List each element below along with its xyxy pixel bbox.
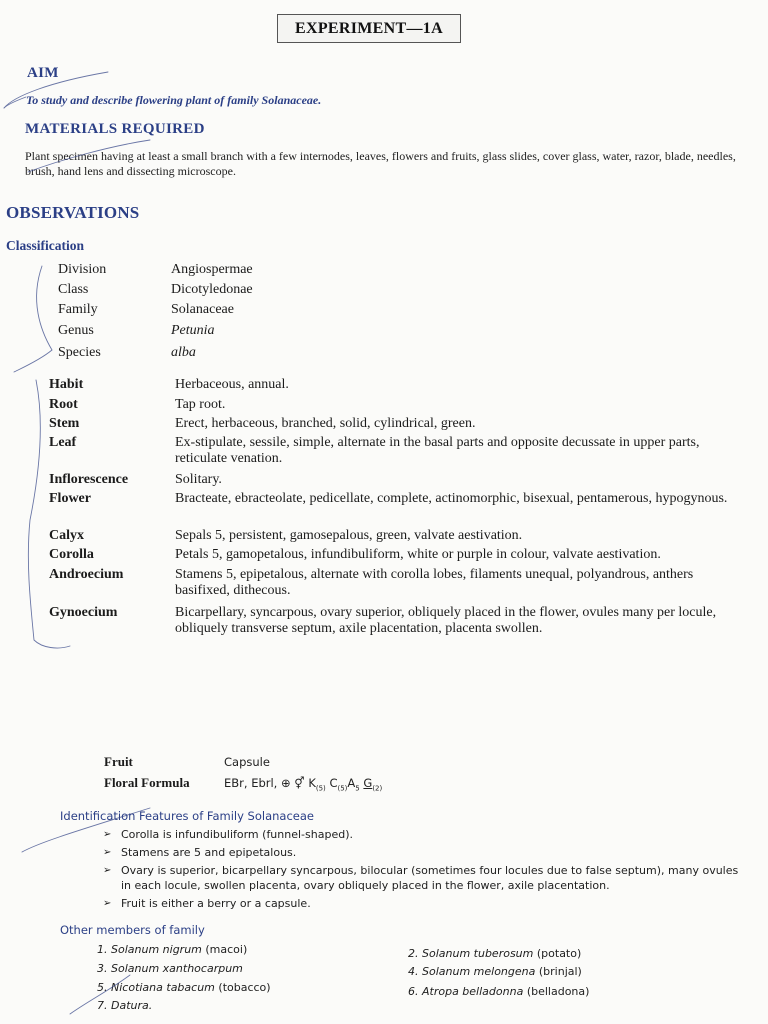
member-item — [97, 981, 271, 994]
member-common: (belladona) — [526, 985, 590, 998]
character-key: Corolla — [49, 547, 94, 562]
member-number: 7. — [97, 999, 108, 1012]
classification-key: Family — [58, 302, 98, 317]
floral-formula-label: Floral Formula — [104, 775, 190, 790]
member-common: (potato) — [536, 947, 582, 960]
member-item — [97, 999, 152, 1012]
member-item — [408, 965, 582, 978]
classification-value: alba — [171, 345, 196, 360]
character-key: Root — [49, 397, 78, 412]
materials-heading: MATERIALS REQUIRED — [25, 121, 205, 137]
other-members-heading: Other members of family — [60, 923, 205, 937]
formula-a: A — [347, 776, 356, 790]
character-key: Gynoecium — [49, 605, 118, 620]
formula-k: K — [308, 776, 316, 790]
character-value: Petals 5, gamopetalous, infundibuliform, white or purple in colour, valvate aestivation. — [175, 547, 661, 562]
character-value: Sepals 5, persistent, gamosepalous, green, valvate aestivation. — [175, 528, 523, 543]
classification-key: Genus — [58, 323, 94, 338]
character-value: Bracteate, ebracteolate, pedicellate, complete, actinomorphic, bisexual, pentamerous, hypogynous. — [175, 491, 728, 506]
classification-value: Dicotyledonae — [171, 282, 253, 297]
formula-k-sub: (5) — [315, 784, 326, 793]
classification-heading: Classification — [6, 238, 85, 253]
character-key: Leaf — [49, 435, 77, 450]
member-number: 6. — [408, 985, 419, 998]
identification-point: ➢ Ovary is superior, bicarpellary syncarpous, bilocular (sometimes four locules due to false septum), many ovules in each locule, swollen placenta, ovary obliquely placed in the flower, axile placentation. — [103, 863, 743, 893]
classification-key: Class — [58, 282, 89, 297]
formula-g: G — [363, 776, 373, 790]
classification-value: Angiospermae — [171, 262, 253, 277]
formula-c-sub: (5) — [337, 784, 348, 793]
character-value: Herbaceous, annual. — [175, 377, 289, 392]
member-common: (macoi) — [205, 943, 248, 956]
identification-point: ➢ Stamens are 5 and epipetalous. — [103, 845, 743, 860]
classification-key: Division — [58, 262, 107, 277]
character-key: Inflorescence — [49, 472, 129, 487]
classification-value: Petunia — [171, 323, 215, 338]
floral-formula-prefix: EBr, Ebrl, ⊕ ⚥ — [224, 776, 305, 790]
member-name: Solanum melongena — [422, 965, 536, 978]
aim-heading: AIM — [27, 65, 59, 81]
member-name: Nicotiana tabacum — [111, 981, 215, 994]
identification-point: ➢ Corolla is infundibuliform (funnel-shaped). — [103, 827, 743, 842]
character-key: Stem — [49, 416, 80, 431]
character-value: Solitary. — [175, 472, 222, 487]
materials-text: Plant specimen having at least a small branch with a few internodes, leaves, flowers and fruits, glass slides, cover glass, water, razor, blade, needles, brush, hand lens and dissecting microscope. — [25, 149, 736, 178]
member-name: Solanum xanthocarpum — [111, 962, 243, 975]
member-item — [408, 985, 589, 998]
member-name: Solanum nigrum — [111, 943, 202, 956]
member-number: 1. — [97, 943, 108, 956]
character-key: Habit — [49, 377, 84, 392]
formula-c: C — [329, 776, 338, 790]
character-value: Ex-stipulate, sessile, simple, alternate in the basal parts and opposite decussate in upper parts, reticulate venation. — [175, 435, 700, 466]
fruit-label: Fruit — [104, 754, 133, 769]
character-value: Bicarpellary, syncarpous, ovary superior, obliquely placed in the flower, ovules many per locule, obliquely transverse septum, axile placentation, placenta swollen. — [175, 605, 717, 636]
formula-a-sub: 5 — [355, 784, 360, 793]
classification-key: Species — [58, 345, 101, 360]
member-item — [97, 962, 243, 975]
character-value: Erect, herbaceous, branched, solid, cylindrical, green. — [175, 416, 476, 431]
member-item — [408, 947, 581, 960]
floral-formula — [224, 776, 382, 792]
identification-heading: Identification Features of Family Solanaceae — [60, 809, 314, 823]
classification-value: Solanaceae — [171, 302, 234, 317]
member-number: 5. — [97, 981, 108, 994]
observations-heading: OBSERVATIONS — [6, 203, 140, 222]
character-key: Flower — [49, 491, 91, 506]
identification-list — [103, 827, 743, 914]
character-key: Calyx — [49, 528, 84, 543]
member-number: 3. — [97, 962, 108, 975]
member-number: 2. — [408, 947, 419, 960]
member-number: 4. — [408, 965, 419, 978]
character-value: Stamens 5, epipetalous, alternate with corolla lobes, filaments unequal, polyandrous, anthers basifixed, dithecous. — [175, 567, 694, 598]
character-value: Tap root. — [175, 397, 226, 412]
formula-g-sub: (2) — [372, 784, 383, 793]
member-name: Solanum tuberosum — [422, 947, 534, 960]
member-item — [97, 943, 247, 956]
member-common: (tobacco) — [218, 981, 271, 994]
experiment-title: EXPERIMENT—1A — [277, 14, 461, 43]
identification-point: ➢ Fruit is either a berry or a capsule. — [103, 896, 743, 911]
character-key: Androecium — [49, 567, 124, 582]
member-name: Datura. — [111, 999, 153, 1012]
member-name: Atropa belladonna — [422, 985, 524, 998]
fruit-value: Capsule — [224, 755, 270, 769]
aim-text: To study and describe flowering plant of family Solanaceae. — [26, 93, 322, 107]
member-common: (brinjal) — [538, 965, 582, 978]
